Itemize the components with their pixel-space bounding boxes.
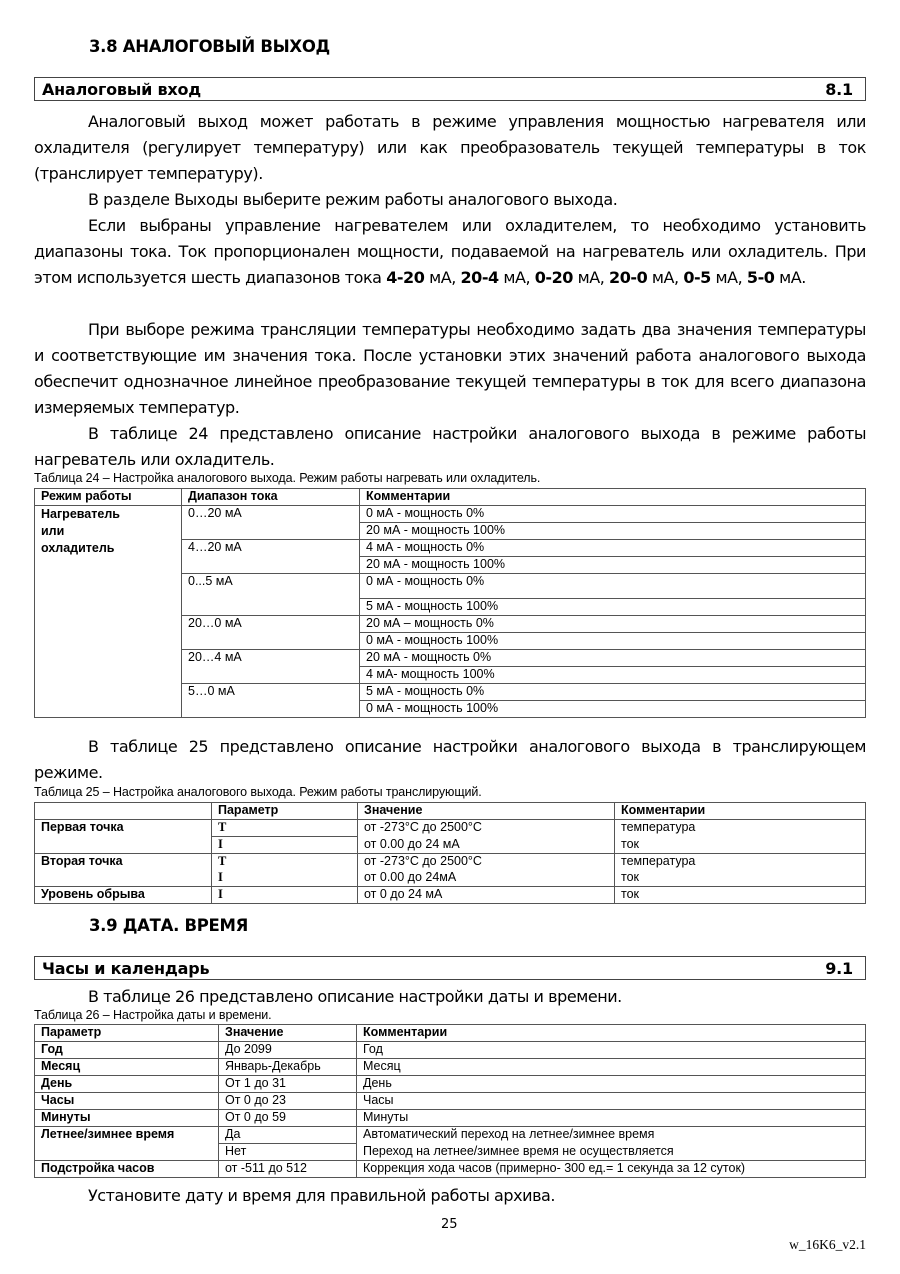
param-cell: I [212, 887, 358, 904]
value-cell: От 0 до 59 [219, 1110, 357, 1127]
value-cell: От 0 до 23 [219, 1093, 357, 1110]
comment-cell: 0 мА - мощность 0% [360, 506, 866, 523]
comment-cell: Часы [357, 1093, 866, 1110]
value-cell: Январь-Декабрь [219, 1059, 357, 1076]
value-cell: от 0.00 до 24мА [358, 870, 615, 887]
range-value: 0-5 [683, 268, 711, 287]
value-cell: от 0.00 до 24 мА [358, 837, 615, 854]
table-row [35, 1059, 866, 1076]
paragraph: В разделе Выходы выберите режим работы аналогового выхода. [88, 190, 618, 209]
subsection-number: 8.1 [825, 80, 853, 99]
column-header: Комментарии [357, 1025, 866, 1042]
paragraph-current-ranges: Если выбраны управление нагревателем или охладителем, то необходимо установить диапазоны тока. Ток пропорционален мощности, подаваемой на нагреватель или охладитель. При этом используется шесть диапазонов тока 4-20 мА, 20-4 мА, 0-20 мА, 20-0 мА, 0-5 мА, 5-0 мА. [34, 216, 866, 287]
value-cell: От 1 до 31 [219, 1076, 357, 1093]
comment-cell: Год [357, 1042, 866, 1059]
range-cell: 4…20 мА [182, 540, 360, 574]
comment-cell: 0 мА - мощность 0% [360, 574, 866, 599]
document-id: w_16K6_v2.1 [789, 1237, 866, 1252]
column-header: Значение [219, 1025, 357, 1042]
comment-cell: 20 мА - мощность 100% [360, 557, 866, 574]
table-row [35, 1127, 866, 1144]
value-cell: от 0 до 24 мА [358, 887, 615, 904]
point-name-cell: Вторая точка [35, 854, 212, 871]
param-cell: I [212, 870, 358, 887]
table-25 [34, 802, 866, 904]
comment-cell: Минуты [357, 1110, 866, 1127]
range-value: 20-4 [460, 268, 499, 287]
param-cell: I [212, 837, 358, 854]
comment-cell: 20 мА - мощность 0% [360, 650, 866, 667]
subsection-title: Часы и календарь [42, 959, 210, 978]
table-row [35, 1076, 866, 1093]
range-cell: 20…0 мА [182, 616, 360, 650]
comment-cell: ток [615, 837, 866, 854]
comment-cell: температура [615, 820, 866, 837]
table-header-row [35, 1025, 866, 1042]
comment-cell: 4 мА- мощность 100% [360, 667, 866, 684]
range-cell: 0…20 мА [182, 506, 360, 540]
comment-cell: 20 мА - мощность 100% [360, 523, 866, 540]
comment-cell: Переход на летнее/зимнее время не осуществляется [357, 1144, 866, 1161]
table-row [35, 820, 866, 837]
comment-cell: Автоматический переход на летнее/зимнее время [357, 1127, 866, 1144]
paragraph: Установите дату и время для правильной работы архива. [88, 1186, 556, 1205]
table-header-row [35, 489, 866, 506]
subsection-title: Аналоговый вход [42, 80, 202, 99]
comment-cell: 0 мА - мощность 100% [360, 701, 866, 718]
param-cell: Подстройка часов [35, 1161, 219, 1178]
comment-cell: День [357, 1076, 866, 1093]
range-cell: 5…0 мА [182, 684, 360, 718]
table-row [35, 1042, 866, 1059]
table-26-caption: Таблица 26 – Настройка даты и времени. [34, 1008, 272, 1022]
subsection-header [34, 77, 866, 101]
point-name-cell: Первая точка [35, 820, 212, 837]
column-header [35, 803, 212, 820]
value-cell: До 2099 [219, 1042, 357, 1059]
param-cell: День [35, 1076, 219, 1093]
column-header: Параметр [212, 803, 358, 820]
comment-cell: 5 мА - мощность 100% [360, 599, 866, 616]
comment-cell: ток [615, 870, 866, 887]
table-26 [34, 1024, 866, 1178]
comment-cell: 20 мА – мощность 0% [360, 616, 866, 633]
point-name-cell: Уровень обрыва [35, 887, 212, 904]
table-row [35, 870, 866, 887]
paragraph: При выборе режима трансляции температуры необходимо задать два значения температуры и соответствующие им значения тока. После установки этих значений работа аналогового выхода обеспечит однозначное линейное преобразование текущей температуры в ток для всего диапазона измеряемых температур. [34, 320, 866, 417]
range-cell: 20…4 мА [182, 650, 360, 684]
range-value: 0-20 [534, 268, 573, 287]
param-cell: Год [35, 1042, 219, 1059]
table-header-row [35, 803, 866, 820]
comment-cell: Коррекция хода часов (примерно- 300 ед.= 1 секунда за 12 суток) [357, 1161, 866, 1178]
column-header: Комментарии [360, 489, 866, 506]
column-header: Комментарии [615, 803, 866, 820]
value-cell: Нет [219, 1144, 357, 1161]
paragraph: В таблице 25 представлено описание настройки аналогового выхода в транслирующем режиме. [34, 737, 866, 782]
range-cell: 0...5 мА [182, 574, 360, 616]
param-cell: Часы [35, 1093, 219, 1110]
table-row [35, 506, 866, 523]
param-cell: Летнее/зимнее время [35, 1127, 219, 1161]
column-header: Параметр [35, 1025, 219, 1042]
param-cell: T [212, 820, 358, 837]
comment-cell: 5 мА - мощность 0% [360, 684, 866, 701]
table-row [35, 837, 866, 854]
value-cell: Да [219, 1127, 357, 1144]
comment-cell: 0 мА - мощность 100% [360, 633, 866, 650]
value-cell: от -511 до 512 [219, 1161, 357, 1178]
param-cell: Минуты [35, 1110, 219, 1127]
point-name-cell [35, 837, 212, 854]
paragraph: В таблице 24 представлено описание настройки аналогового выхода в режиме работы нагреватель или охладитель. [34, 424, 866, 469]
table-24-caption: Таблица 24 – Настройка аналогового выхода. Режим работы нагревать или охладитель. [34, 471, 541, 485]
table-24 [34, 488, 866, 718]
section-title: 3.8 АНАЛОГОВЫЙ ВЫХОД [89, 37, 330, 56]
subsection-header [34, 956, 866, 980]
table-row [35, 854, 866, 871]
mode-cell: Нагреватель или охладитель [35, 506, 182, 718]
table-row [35, 887, 866, 904]
column-header: Режим работы [35, 489, 182, 506]
table-row [35, 1093, 866, 1110]
value-cell: от -273°С до 2500°С [358, 820, 615, 837]
table-row [35, 1161, 866, 1178]
subsection-number: 9.1 [825, 959, 853, 978]
comment-cell: 4 мА - мощность 0% [360, 540, 866, 557]
section-title: 3.9 ДАТА. ВРЕМЯ [89, 916, 249, 935]
range-value: 5-0 [746, 268, 775, 287]
column-header: Значение [358, 803, 615, 820]
table-25-caption: Таблица 25 – Настройка аналогового выхода. Режим работы транслирующий. [34, 785, 482, 799]
column-header: Диапазон тока [182, 489, 360, 506]
range-value: 4-20 [386, 268, 425, 287]
comment-cell: температура [615, 854, 866, 871]
comment-cell: ток [615, 887, 866, 904]
paragraph: Аналоговый выход может работать в режиме управления мощностью нагревателя или охладителя (регулирует температуру) или как преобразователь текущей температуры в ток (транслирует температуру). [34, 112, 866, 183]
param-cell: T [212, 854, 358, 871]
table-row [35, 1110, 866, 1127]
comment-cell: Месяц [357, 1059, 866, 1076]
value-cell: от -273°С до 2500°С [358, 854, 615, 871]
paragraph: В таблице 26 представлено описание настройки даты и времени. [88, 987, 622, 1006]
page-number: 25 [441, 1217, 458, 1232]
param-cell: Месяц [35, 1059, 219, 1076]
range-value: 20-0 [609, 268, 648, 287]
point-name-cell [35, 870, 212, 887]
